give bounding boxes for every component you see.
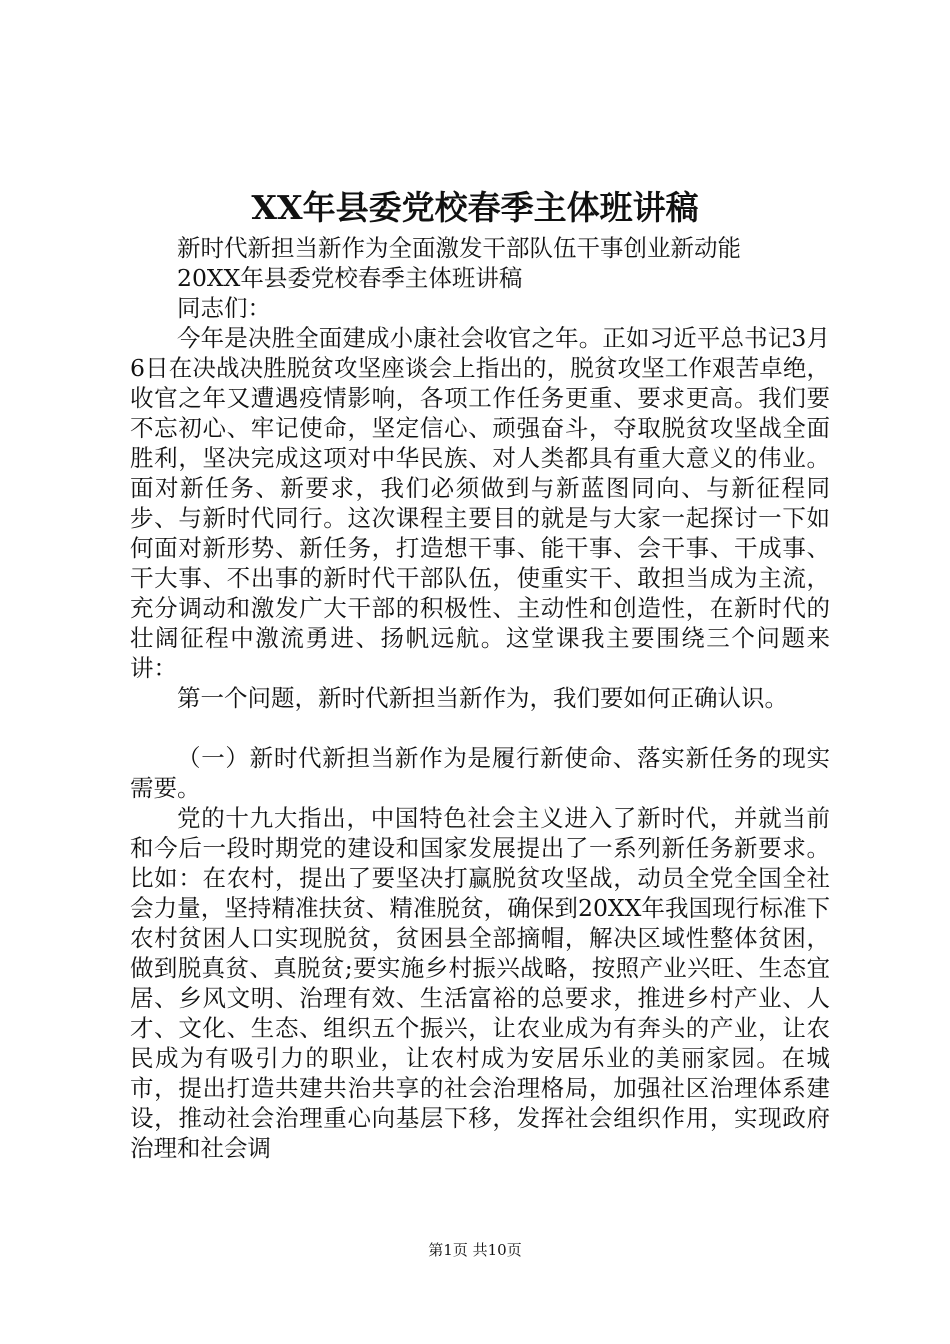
body-paragraph: 党的十九大指出，中国特色社会主义进入了新时代，并就当前和今后一段时期党的建设和国家发展提出了一系列新任务新要求。比如：在农村，提出了要坚决打赢脱贫攻坚战，动员全党全国全社会力量，坚持精准扶贫、精准脱贫，确保到20XX年我国现行标准下农村贫困人口实现脱贫，贫困县全部摘帽，解决区域性整体贫困，做到脱真贫、真脱贫;要实施乡村振兴战略，按照产业兴旺、生态宜居、乡风文明、治理有效、生活富裕的总要求，推进乡村产业、人才、文化、生态、组织五个振兴，让农业成为有奔头的产业，让农民成为有吸引力的职业，让农村成为安居乐业的美丽家园。在城市，提出打造共建共治共享的社会治理格局，加强社区治理体系建设，推动社会治理重心向基层下移，发挥社会组织作用，实现政府治理和社会调 bbox=[130, 804, 830, 1162]
document-title: XX年县委党校春季主体班讲稿 bbox=[251, 188, 699, 227]
salutation: 同志们： bbox=[177, 294, 271, 322]
intro-paragraph: 今年是决胜全面建成小康社会收官之年。正如习近平总书记3月6日在决战决胜脱贫攻坚座谈会上指出的，脱贫攻坚工作艰苦卓绝，收官之年又遭遇疫情影响，各项工作任务更重、要求更高。我们要不忘初心、牢记使命，坚定信心、顽强奋斗，夺取脱贫攻坚战全面胜利，坚决完成这项对中华民族、对人类都具有重大意义的伟业。面对新任务、新要求，我们必须做到与新蓝图同向、与新征程同步、与新时代同行。这次课程主要目的就是与大家一起探讨一下如何面对新形势、新任务，打造想干事、能干事、会干事、干成事、干大事、不出事的新时代干部队伍，使重实干、敢担当成为主流，充分调动和激发广大干部的积极性、主动性和创造性，在新时代的壮阔征程中激流勇进、扬帆远航。这堂课我主要围绕三个问题来讲： bbox=[130, 324, 830, 682]
subsection-heading-1: （一）新时代新担当新作为是履行新使命、落实新任务的现实需要。 bbox=[130, 744, 830, 802]
section-heading-1: 第一个问题，新时代新担当新作为，我们要如何正确认识。 bbox=[177, 684, 788, 712]
course-name-line: 20XX年县委党校春季主体班讲稿 bbox=[177, 264, 523, 292]
subtitle-line: 新时代新担当新作为全面激发干部队伍干事创业新动能 bbox=[177, 234, 741, 262]
document-body bbox=[130, 233, 830, 1163]
page-footer: 第1页 共10页 bbox=[428, 1241, 522, 1259]
